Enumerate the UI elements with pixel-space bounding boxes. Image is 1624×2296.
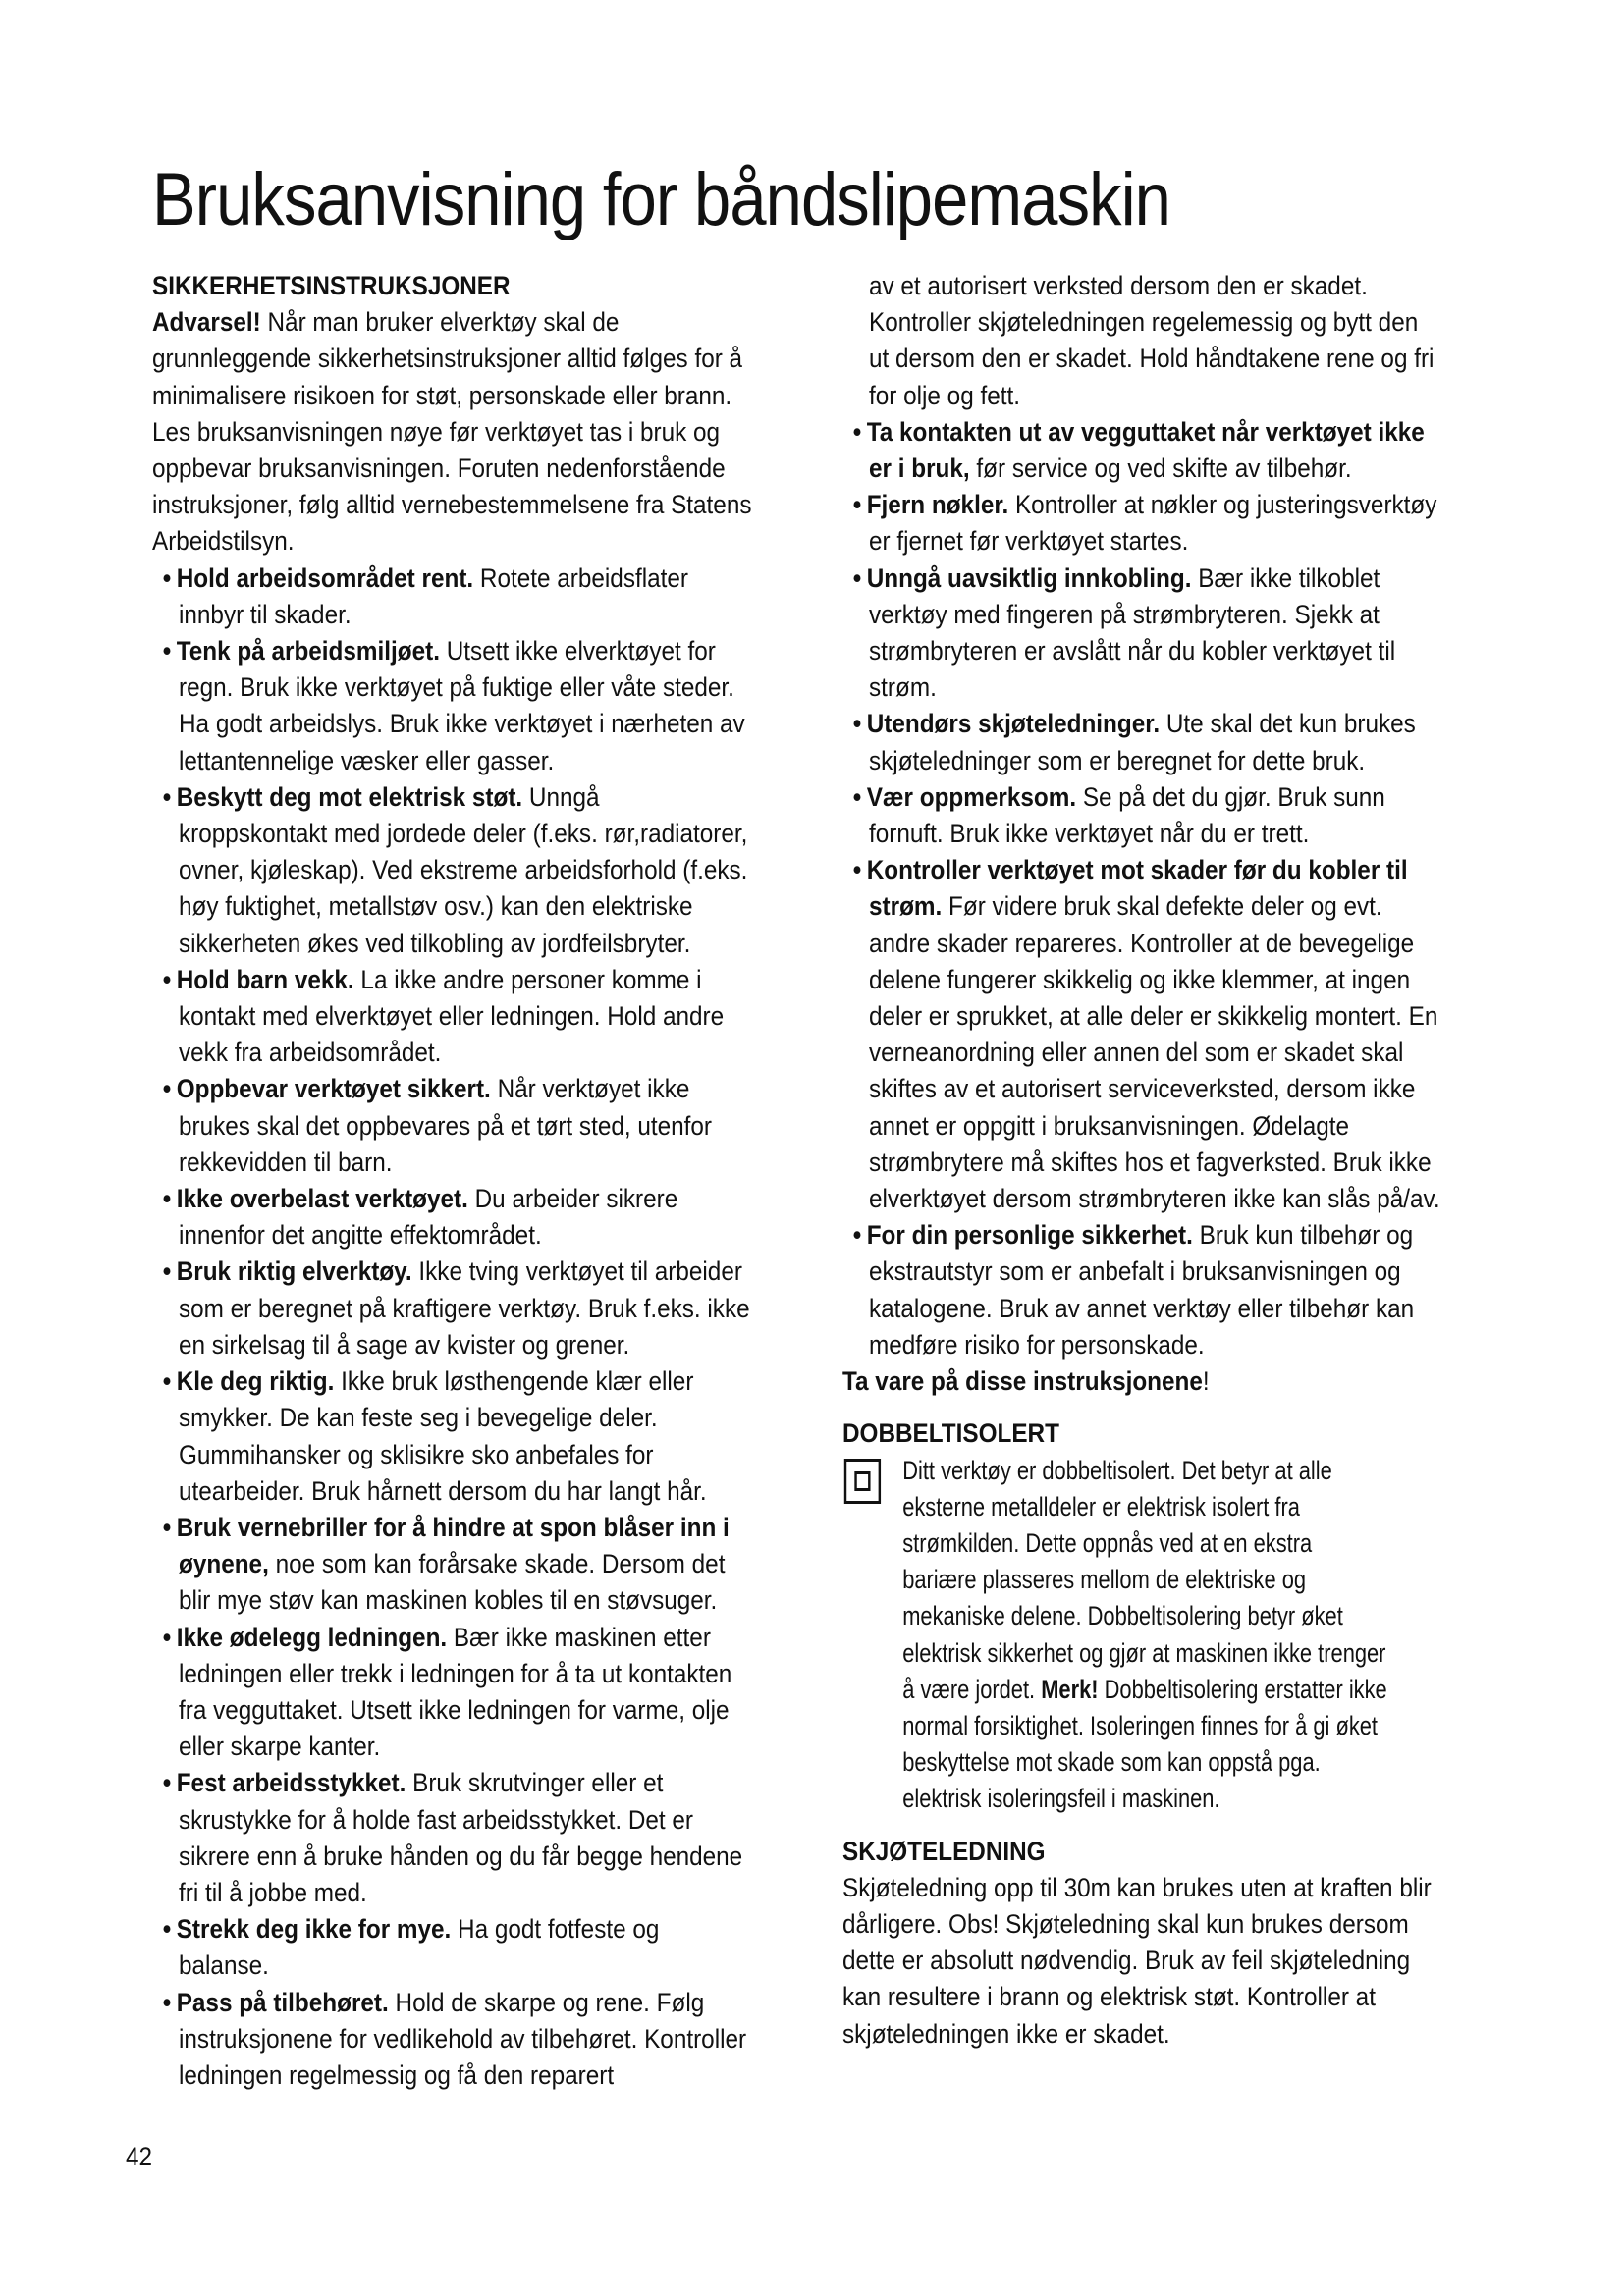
bullet-item: • Fjern nøkler. Kontroller at nøkler og justeringsverktøy er fjernet før verktøyet startes. — [852, 490, 1437, 557]
double-insulated-heading: DOBBELTISOLERT — [842, 1418, 1059, 1449]
page-title: Bruksanvisning for båndslipemaskin — [152, 158, 1170, 241]
bullet-item: • Oppbevar verktøyet sikkert. Når verktøyet ikke brukes skal det oppbevares på et tørt sted, utenfor rekkevidden til barn. — [162, 1074, 713, 1177]
bullet-item: • Fest arbeidsstykket. Bruk skrutvinger eller et skrustykke for å holde fast arbeidsstykket. Det er sikrere enn å bruke hånden og du får begge hendene fri til å jobbe med. — [162, 1768, 743, 1907]
keep-instructions: Ta vare på disse instruksjonene! — [842, 1366, 1210, 1397]
extension-heading: SKJØTELEDNING — [842, 1836, 1046, 1866]
bullet-item: • Kontroller verktøyet mot skader før du kobler til strøm. Før videre bruk skal defekte deler og evt. andre skader repareres. Kontroller at de bevegelige delene fungerer skikkelig og ikke klemmer, at ingen deler er sprukket, at alle deler er skikkelig montert. En verneanordning eller annen del som er skadet skal skiftes av et autorisert serviceverksted, dersom ikke annet er oppgitt i bruksanvisningen. Ødelagte strømbrytere må skiftes hos et fagverksted. Bruk ikke elverktøyet dersom strømbryteren ikke kan slås på/av. — [852, 855, 1440, 1214]
safety-heading: SIKKERHETSINSTRUKSJONER — [152, 271, 511, 300]
bullet-item: • Vær oppmerksom. Se på det du gjør. Bruk sunn fornuft. Bruk ikke verktøyet når du er trett. — [852, 781, 1385, 849]
bullet-item: • Ta kontakten ut av vegguttaket når verktøyet ikke er i bruk, før service og ved skifte av tilbehør. — [852, 416, 1425, 484]
right-column — [842, 268, 1510, 2053]
bullet-item: • For din personlige sikkerhet. Bruk kun tilbehør og ekstrautstyr som er anbefalt i bruksanvisningen og katalogene. Bruk av annet verktøy eller tilbehør kan medføre risiko for personskade. — [852, 1220, 1415, 1360]
continuation-text: av et autorisert verksted dersom den er skadet. Kontroller skjøteledningen regelemessig og bytt den ut dersom den er skadet. Hold håndtakene rene og fri for olje og fett. — [869, 271, 1435, 410]
left-column — [152, 268, 820, 2094]
bullet-item: • Kle deg riktig. Ikke bruk løsthengende klær eller smykker. De kan feste seg i bevegelige deler. Gummihansker og sklisikre sko anbefales for utearbeider. Bruk hårnett dersom du har langt hår. — [162, 1366, 707, 1506]
double-insulation-icon — [844, 1459, 881, 1504]
bullet-item: • Hold arbeidsområdet rent. Rotete arbeidsflater innbyr til skader. — [162, 562, 689, 629]
bullet-item: • Tenk på arbeidsmiljøet. Utsett ikke elverktøyet for regn. Bruk ikke verktøyet på fuktige eller våte steder. Ha godt arbeidslys. Bruk ikke verktøyet i nærheten av lettantennelige væsker eller gasser. — [162, 636, 745, 775]
bullet-item: • Beskytt deg mot elektrisk støt. Unngå kroppskontakt med jordede deler (f.eks. rør,radiatorer, ovner, kjøleskap). Ved ekstreme arbeidsforhold (f.eks. høy fuktighet, metallstøv osv.) kan den elektriske sikkerheten økes ved tilkobling av jordfeilsbryter. — [162, 781, 748, 958]
bullet-item: • Strekk deg ikke for mye. Ha godt fotfeste og balanse. — [162, 1914, 660, 1981]
bullet-item: • Hold barn vekk. La ikke andre personer komme i kontakt med elverktøyet eller ledningen. Hold andre vekk fra arbeidsområdet. — [162, 964, 725, 1068]
warning-paragraph — [152, 304, 753, 560]
bullet-item: • Utendørs skjøteledninger. Ute skal det kun brukes skjøteledninger som er beregnet for dette bruk. — [852, 709, 1416, 775]
page-number: 42 — [126, 2142, 153, 2171]
bullet-item: • Unngå uavsiktlig innkobling. Bær ikke tilkoblet verktøy med fingeren på strømbryteren. Sjekk at strømbryteren er avslått når du kobler verktøyet til strøm. — [852, 562, 1396, 703]
bullet-item: • Bruk vernebriller for å hindre at spon blåser inn i øynene, noe som kan forårsake skade. Dersom det blir mye støv kan maskinen kobles til en støvsuger. — [162, 1512, 730, 1616]
bullet-item: • Ikke ødelegg ledningen. Bær ikke maskinen etter ledningen eller trekk i ledningen for å ta ut kontakten fra vegguttaket. Utsett ikke ledningen for varme, olje eller skarpe kanter. — [162, 1622, 732, 1762]
bullet-item: • Bruk riktig elverktøy. Ikke tving verktøyet til arbeider som er beregnet på kraftigere verktøy. Bruk f.eks. ikke en sirkelsag til å sage av kvister og grener. — [162, 1256, 750, 1360]
double-insulated-text: Ditt verktøy er dobbeltisolert. Det betyr at alle eksterne metalldeler er elektrisk isolert fra strømkilden. Dette oppnås ved at en ekstra bariære plasseres mellom de elektriske og mekaniske delene. Dobbeltisolering betyr øket elektrisk sikkerhet og gjør at maskinen ikke trenger å være jordet. Merk! Dobbeltisolering erstatter ikke normal forsiktighet. Isoleringen finnes for å gi øket beskyttelse mot skade som kan oppstå pga. elektrisk isoleringsfeil i maskinen. — [902, 1455, 1387, 1814]
bullet-item: • Pass på tilbehøret. Hold de skarpe og rene. Følg instruksjonene for vedlikehold av tilbehøret. Kontroller ledningen regelmessig og få den reparert — [162, 1987, 747, 2090]
extension-text: Skjøteledning opp til 30m kan brukes uten at kraften blir dårligere. Obs! Skjøteledning skal kun brukes dersom dette er absolutt nødvendig. Bruk av feil skjøteledning kan resultere i brann og elektrisk støt. Kontroller at skjøteledningen ikke er skadet. — [842, 1872, 1432, 2049]
warning-label: Advarsel! — [152, 307, 261, 338]
warning-text: Når man bruker elverktøy skal de grunnleggende sikkerhetsinstruksjoner alltid følges for å minimalisere risikoen for støt, personskade eller brann. Les bruksanvisningen nøye før verktøyet tas i bruk og oppbevar bruksanvisningen. Foruten nedenforstående instruksjoner, følg alltid vernebestemmelsene fra Statens Arbeidstilsyn. — [152, 307, 752, 557]
bullet-item: • Ikke overbelast verktøyet. Du arbeider sikrere innenfor det angitte effektområdet. — [162, 1184, 678, 1251]
double-insulated-section — [842, 1453, 1443, 1818]
